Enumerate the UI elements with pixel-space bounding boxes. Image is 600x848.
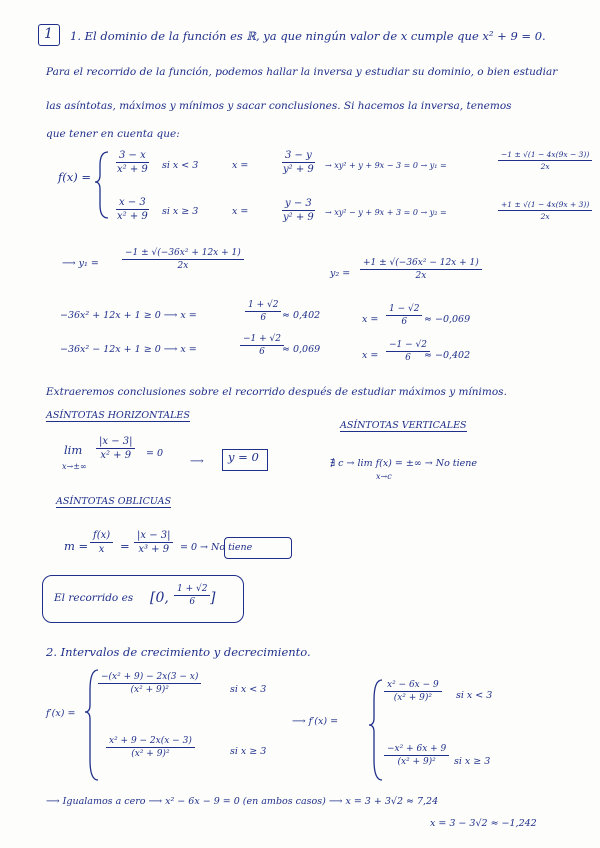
y2-fraction: $\frac{\text{+1 ± √(−36x² − 12x + 1)}}{2x}$ [360,258,482,281]
section2-title: 2. Intervalos de crecimiento y decrecimiento. [46,645,311,659]
vertical-text: ∄ c → lim f(x) = ±∞ → No tiene [330,458,478,469]
inv2-fraction: $\frac{y - 3}{\text{y² + 9}}$ [282,198,314,223]
y1-label: ⟶ y₁ = [62,258,99,269]
simplified-case2-cond: si x ≥ 3 [454,756,491,767]
inv1-root: $\frac{-1 \pm √(1 - 4x(9x - 3))}{2x}$ [498,150,592,171]
lim-sub: x→±∞ [62,462,87,471]
range-interval-left: [0, [150,590,169,606]
intro-line-1: Para el recorrido de la función, podemos hallar la inversa y estudiar su dominio, o bien estudiar [46,66,558,78]
equal-line-2: x = 3 − 3√2 ≈ −1,242 [430,818,537,829]
deriv-case2: $\frac{\text{x² + 9 − 2x(x − 3)}}{\text{(x² + 9)²}}$ [106,736,195,759]
inv2-root: $\frac{+1 \pm √(1 - 4x(9x + 3))}{2x}$ [498,200,592,221]
ineq1-lhs: −36x² + 12x + 1 ≥ 0 ⟶ x = [60,310,197,321]
intro-line-2: las asíntotas, máximos y mínimos y sacar conclusiones. Si hacemos la inversa, tenemos [46,100,512,112]
ineq1-root1: $\frac{1 + √2}{6}$ [245,300,281,323]
range-interval-fraction: $\frac{1 + √2}{6}$ [174,584,210,607]
oblique-asymptotes-title: ASÍNTOTAS OBLICUAS [56,496,171,507]
inv1-fraction: $\frac{3 - y}{\text{y² + 9}}$ [282,150,314,175]
inv1-equation: → xy² + y + 9x − 3 = 0 → y₁ = [325,161,447,170]
ineq2-lhs: −36x² − 12x + 1 ≥ 0 ⟶ x = [60,344,197,355]
simplified-case2: $\frac{\text{−x² + 6x + 9}}{\text{(x² + 9)²}}$ [384,744,449,767]
m-label: m = [64,539,89,553]
ineq2-mid: x = [362,350,379,361]
m-fraction-2: $\frac{|x - 3|}{\text{x³ + 9}}$ [134,530,173,555]
inv2-lhs: x = [232,206,249,217]
equal-line: ⟶ Igualamos a cero ⟶ x² − 6x − 9 = 0 (en ambos casos) ⟶ x = 3 + 3√2 ≈ 7,24 [46,796,439,807]
domain-line: 1. El dominio de la función es ℝ, ya que ningún valor de x cumple que x² + 9 = 0. [70,29,546,43]
conclusion-line: Extraeremos conclusiones sobre el recorrido después de estudiar máximos y mínimos. [46,386,507,398]
intro-line-3: que tener en cuenta que: [46,128,180,140]
fprime-label: f′(x) = [46,708,76,719]
ineq2-value1: ≈ 0,069 [282,344,321,355]
inv1-lhs: x = [232,160,249,171]
fprime-arrow: ⟶ f′(x) = [292,716,339,727]
lim-word: lim [64,443,83,457]
range-interval-right: ] [210,590,216,606]
f-label: f(x) = [58,170,92,184]
lim-equals: = 0 [146,448,164,459]
ineq1-value2: ≈ −0,069 [424,314,471,325]
deriv-case1-cond: si x < 3 [230,684,267,695]
case2-fraction: $\frac{x - 3}{\text{x² + 9}}$ [117,197,148,222]
case1-fraction: $\frac{3 - x}{\text{x² + 9}}$ [117,150,148,175]
m-equals: = [120,539,130,553]
problem-number: 1 [44,26,53,42]
m-result-box [224,537,292,559]
vertical-asymptotes-title: ASÍNTOTAS VERTICALES [340,420,467,431]
h-result: y = 0 [228,450,259,464]
simplified-case1-cond: si x < 3 [456,690,493,701]
horizontal-asymptotes-title: ASÍNTOTAS HORIZONTALES [46,410,190,421]
ineq1-root2: $\frac{1 - √2}{6}$ [386,304,422,327]
lim-fraction: $\frac{|x - 3|}{\text{x² + 9}}$ [96,436,135,461]
range-text: El recorrido es [54,592,134,604]
deriv-case1: $\frac{\text{−(x² + 9) − 2x(3 − x)}}{\text{(x² + 9)²}}$ [98,672,201,695]
ineq2-root1: $\frac{-1 + √2}{6}$ [240,334,284,357]
deriv-case2-cond: si x ≥ 3 [230,746,267,757]
inv2-equation: → xy² − y + 9x + 3 = 0 → y₂ = [325,208,447,217]
case2-condition: si x ≥ 3 [162,206,199,217]
h-arrow: ⟶ [190,456,204,467]
ineq1-mid: x = [362,314,379,325]
ineq1-value1: ≈ 0,402 [282,310,321,321]
simplified-case1: $\frac{\text{x² − 6x − 9}}{\text{(x² + 9)²}}$ [384,680,442,703]
y1-fraction: $\frac{\text{−1 ± √(−36x² + 12x + 1)}}{2x}$ [122,248,244,271]
y2-label: y₂ = [330,268,351,279]
case1-condition: si x < 3 [162,160,199,171]
m-result: = 0 → No tiene [180,542,253,553]
ineq2-value2: ≈ −0,402 [424,350,471,361]
m-fraction-1: $\frac{f(x)}{x}$ [90,530,113,555]
ineq2-root2: $\frac{-1 - √2}{6}$ [386,340,430,363]
vertical-sub: x→c [376,472,392,481]
